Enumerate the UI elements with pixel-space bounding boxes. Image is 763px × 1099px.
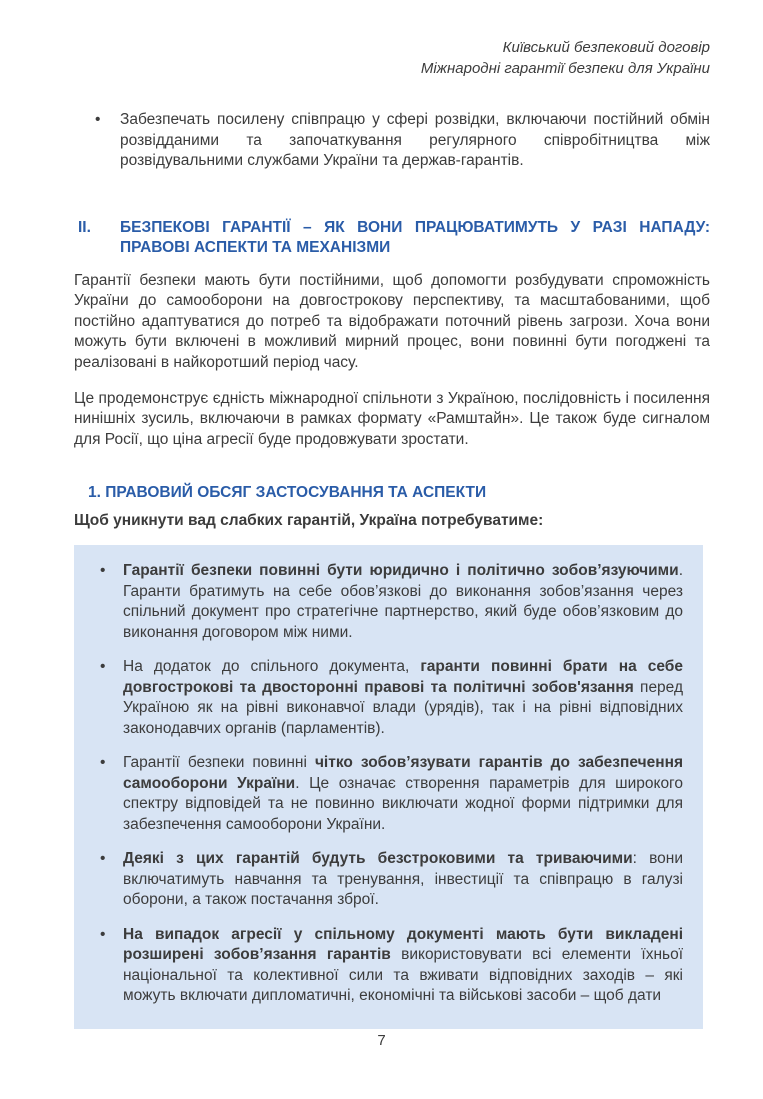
bullet-icon: • [100, 754, 106, 771]
text-regular: . Це означає створення параметрів для широкого спектру відповідей та не повинно виключати жодної форми підтримки для забезпечення самооборони України. [123, 774, 683, 833]
running-header-line1: Київський безпековий договір [502, 39, 710, 56]
text-regular: Гарантії безпеки повинні [123, 754, 315, 771]
section-title: БЕЗПЕКОВІ ГАРАНТІЇ – ЯК ВОНИ ПРАЦЮВАТИМУТЬ У РАЗІ НАПАДУ: ПРАВОВІ АСПЕКТИ ТА МЕХАНІЗМИ [120, 218, 710, 256]
text-bold: Гарантії безпеки повинні бути юридично і політично зобов’язуючими [123, 562, 679, 579]
list-item-text [123, 657, 683, 739]
text-regular: перед Україною як на рівні виконавчої влади (урядів), так і на рівні відповідних законодавчих органів (парламентів). [123, 678, 684, 737]
list-item [100, 561, 683, 643]
bullet-icon: • [100, 850, 106, 867]
highlight-box [74, 545, 703, 1029]
list-item-text [123, 561, 683, 643]
section-number: II. [78, 218, 91, 236]
paragraph: Це продемонструє єдність міжнародної спільноти з Україною, послідовність і посилення нинішніх зусиль, включаючи в рамках формату «Рамштайн». Це також буде сигналом для Росії, що ціна агресії буде продовжувати зростати. [74, 389, 710, 448]
page-number: 7 [377, 1032, 386, 1049]
text-bold: чітко зобов’язувати гарантів до забезпечення самооборони України [123, 754, 683, 792]
list-item [100, 925, 683, 1007]
bullet-icon: • [100, 658, 106, 675]
bullet-icon: • [95, 111, 101, 128]
paragraph: Гарантії безпеки мають бути постійними, щоб допомогти розбудувати спроможність України до самооборони на довгострокову перспективу, та масштабованими, щоб постійно адаптуватися до потреб та відображати поточний рівень загрози. Хоча вони можуть бути включені в можливий мирний процес, вони повинні бути погоджені та реалізовані в найкоротший період часу. [74, 271, 710, 371]
list-item [100, 657, 683, 739]
list-item [100, 753, 683, 835]
list-item-text: Забезпечать посилену співпрацю у сфері розвідки, включаючи постійний обмін розвідданими та започаткування регулярного співробітництва між розвідувальними службами України та держав-гарантів. [120, 111, 710, 169]
running-header [74, 37, 710, 79]
list-item-text [123, 925, 683, 1007]
text-regular: використовувати всі елементи їхньої національної та колективної сили та вживати відповідних заходів – які можуть включати дипломатичні, економічні та військові засоби – щоб дати [123, 946, 684, 1004]
text-bold: Деякі з цих гарантій будуть безстроковими та триваючими [123, 850, 633, 867]
text-bold: На випадок агресії у спільному документі мають бути викладені розширені зобов’язання гарантів [123, 925, 683, 963]
bullet-icon: • [100, 562, 106, 579]
subsection-heading: 1. ПРАВОВИЙ ОБСЯГ ЗАСТОСУВАННЯ ТА АСПЕКТИ [88, 484, 487, 501]
list-item [95, 110, 710, 172]
section-heading [74, 218, 710, 259]
intro-line: Щоб уникнути вад слабких гарантій, Україна потребуватиме: [74, 512, 544, 529]
list-item [100, 849, 683, 911]
text-regular: . Гаранти братимуть на себе обов’язкові до виконання зобов’язання через спільний документ про стратегічне партнерство, який буде обов’язковим до виконання договором між ними. [123, 562, 683, 641]
text-regular: На додаток до спільного документа, [123, 658, 421, 675]
list-item-text [123, 849, 683, 911]
list-item-text [123, 753, 683, 835]
text-regular: : вони включатимуть навчання та тренування, інвестиції та співпрацю в галузі оборони, а також постачання зброї. [123, 850, 683, 908]
bullet-icon: • [100, 925, 106, 943]
text-bold: гаранти повинні брати на себе довгострокові та двосторонні правові та політичні зобов'язання [123, 658, 683, 696]
running-header-line2: Міжнародні гарантії безпеки для України [420, 60, 710, 77]
